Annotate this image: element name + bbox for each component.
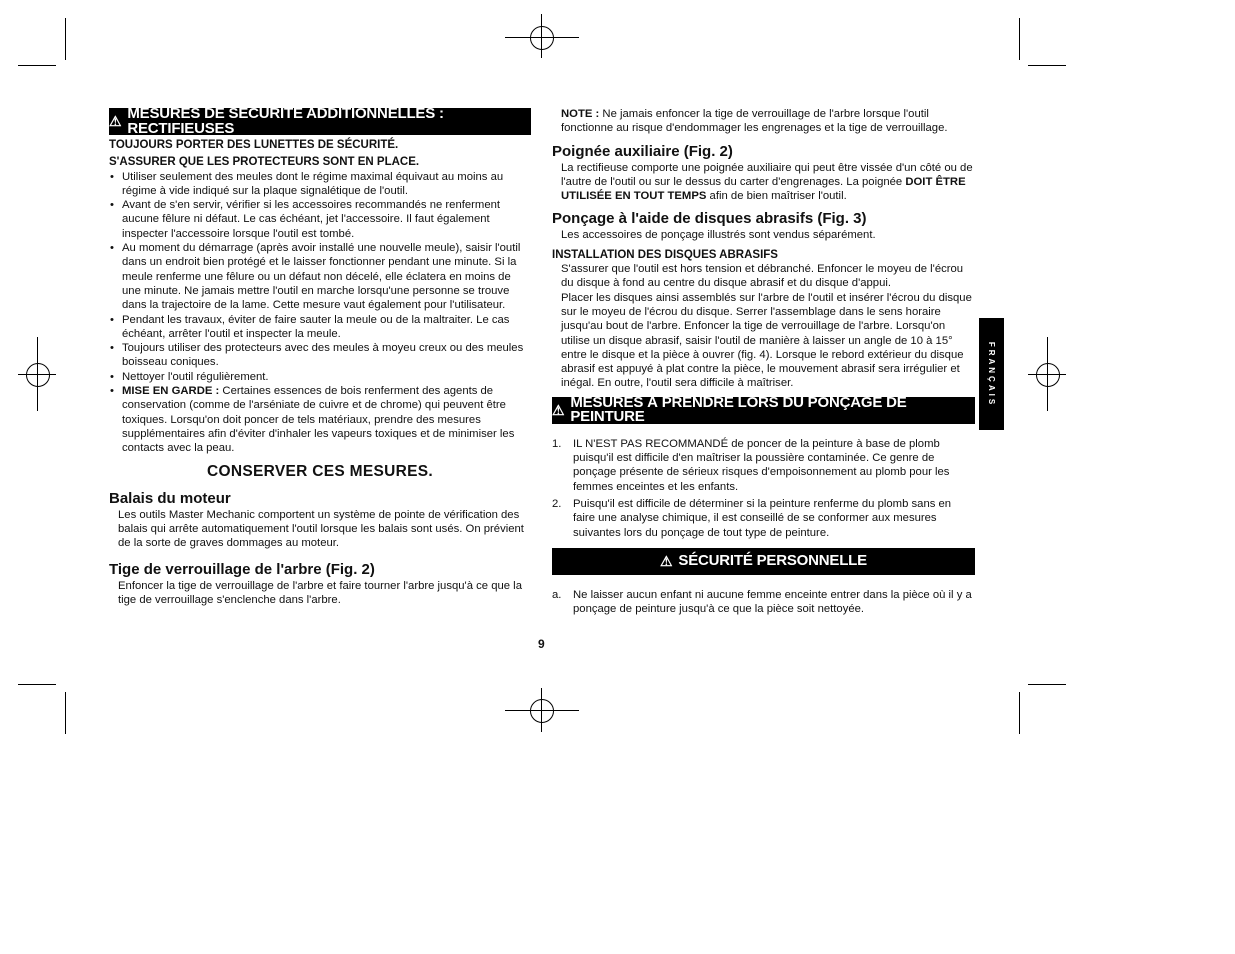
paragraph-text: La rectifieuse comporte une poignée auxiliaire qui peut être vissée d'un côté ou de l'autre de l'outil ou sur le dessus du carter d'engrenages. La poignée <box>561 161 973 188</box>
language-tab-label: FRANÇAIS <box>987 341 996 407</box>
paragraph: Les accessoires de ponçage illustrés sont vendus séparément. <box>561 229 876 242</box>
paragraph: S'assurer que l'outil est hors tension et débranché. Enfoncer le moyeu de l'écrou du disque à fond au centre du disque abrasif et du disque d'appui. <box>561 263 964 290</box>
item-text: IL N'EST PAS RECOMMANDÉ de poncer de la peinture à base de plomb puisqu'il est difficile d'en maîtriser la poussière contaminée. Ce genre de ponçage présente de sérieux risques d'empoisonnement au plomb pour les femmes enceintes et les enfants. <box>573 437 950 493</box>
paragraph: Placer les disques ainsi assemblés sur l'arbre de l'outil et insérer l'écrou du disque sur le moyeu de l'écrou du disque. Serrer l'assemblage dans le sens horaire jusqu'au bout de l'arbre. Enfoncer la tige de verrouillage de l'arbre. Lorsqu'on utilise un disque abrasif, saisir l'outil de manière à laisser un angle de 10 à 15° entre le disque et la pièce à ouvrer (fig. 4). Lorsque le rebord extérieur du disque abrasif est appuyé à plat contre la pièce, le mouvement abrasif sera irrégulier et inégal. En outre, l'outil sera difficile à maîtriser. <box>561 291 972 390</box>
language-tab <box>979 318 1004 430</box>
note-text: Ne jamais enfoncer la tige de verrouillage de l'arbre lorsque l'outil fonctionne au risque d'endommager les engrenages et la tige de verrouillage. <box>561 108 948 135</box>
list-item <box>109 384 531 455</box>
warning-triangle-icon: ⚠ <box>109 113 122 130</box>
crop-mark <box>18 684 56 685</box>
crop-mark <box>1028 65 1066 66</box>
list-item: • Nettoyer l'outil régulièrement. <box>109 370 531 384</box>
instruction-line: S'ASSURER QUE LES PROTECTEURS SONT EN PLACE. <box>109 156 420 169</box>
right-column <box>552 107 975 616</box>
list-item: • Pendant les travaux, éviter de faire sauter la meule ou de la maltraiter. Le cas échéant, arrêter l'outil et inspecter la meule. <box>109 313 531 342</box>
list-item: • Utiliser seulement des meules dont le régime maximal équivaut au moins au régime à vide indiqué sur la plaque signalétique de l'outil. <box>109 170 531 199</box>
crop-mark <box>65 692 66 734</box>
crop-mark <box>18 65 56 66</box>
section-heading: Ponçage à l'aide de disques abrasifs (Fig. 3) <box>552 210 867 228</box>
item-text: Ne laisser aucun enfant ni aucune femme enceinte entrer dans la pièce où il y a ponçage de peinture jusqu'à ce que la pièce soit nettoyée. <box>573 588 972 616</box>
item-number: 1. <box>552 437 562 450</box>
section-heading: Balais du moteur <box>109 489 231 507</box>
warning-triangle-icon: ⚠ <box>552 402 565 419</box>
crop-mark <box>1028 684 1066 685</box>
bullet-list <box>109 170 531 456</box>
section-banner <box>552 393 975 426</box>
section-banner <box>552 548 975 575</box>
lettered-list <box>552 588 975 617</box>
paragraph: Les outils Master Mechanic comportent un système de pointe de vérification des balais qui arrête automatiquement l'outil lorsque les balais sont usés. On prévient de la sorte de graves dommages au moteur. <box>118 508 524 550</box>
banner-title: MESURES À PRENDRE LORS DU PONÇAGE DE PEINTURE <box>570 393 907 426</box>
section-heading: Tige de verrouillage de l'arbre (Fig. 2) <box>109 560 375 578</box>
registration-mark <box>37 337 38 411</box>
banner-title: SÉCURITÉ PERSONNELLE <box>678 552 867 570</box>
list-item <box>552 497 975 540</box>
conserve-heading: CONSERVER CES MESURES. <box>207 462 433 480</box>
banner-title: MESURES DE SÉCURITÉ ADDITIONNELLES : RECTIFIEUSES <box>127 105 444 137</box>
list-item: • Toujours utiliser des protecteurs avec des meules à moyeu creux ou des meules boisseau coniques. <box>109 341 531 370</box>
item-text: Puisqu'il est difficile de déterminer si la peinture renferme du plomb sans en faire une analyse chimique, il est conseillé de se conformer aux mesures suivantes lors du ponçage de tout type de peinture. <box>573 497 952 539</box>
numbered-list <box>552 437 975 540</box>
subheading: INSTALLATION DES DISQUES ABRASIFS <box>552 248 778 261</box>
instruction-line: TOUJOURS PORTER DES LUNETTES DE SÉCURITÉ. <box>109 139 399 151</box>
crop-mark <box>1019 18 1020 60</box>
registration-mark <box>541 14 542 58</box>
warning-triangle-icon: ⚠ <box>660 553 673 570</box>
registration-mark <box>530 26 554 50</box>
registration-mark <box>505 37 579 38</box>
warning-label: MISE EN GARDE : <box>122 385 220 398</box>
crop-mark <box>1019 692 1020 734</box>
paragraph-text: afin de bien maîtriser l'outil. <box>706 190 847 203</box>
note-paragraph <box>552 107 975 136</box>
page-number: 9 <box>538 637 545 651</box>
list-item: • Avant de s'en servir, vérifier si les accessoires recommandés ne renferment aucune fêlure ni défaut. Le cas échéant, jet l'accessoire. Il faut également inspecter l'accessoire lorsque l'outil est tombé. <box>109 198 531 241</box>
note-label: NOTE : <box>561 108 600 120</box>
item-letter: a. <box>552 588 562 601</box>
left-column <box>109 105 531 607</box>
warning-text: Certaines essences de bois renferment des agents de conservation (comme de l'arséniate de cuivre et de chrome) qui peuvent être toxiques. Lorsqu'on doit poncer de tels matériaux, prendre des mesures supplémentaires afin d'éviter d'inhaler les vapeurs toxiques et de minimiser les contacts avec la peau. <box>122 385 515 455</box>
registration-mark <box>541 688 542 732</box>
paragraph-bold: DOIT ÊTRE UTILISÉE EN TOUT TEMPS <box>561 175 966 203</box>
list-item <box>552 588 975 617</box>
section-banner <box>109 105 531 137</box>
registration-mark <box>26 363 50 387</box>
section-heading: Poignée auxiliaire (Fig. 2) <box>552 142 733 160</box>
paragraph <box>552 161 975 204</box>
registration-mark <box>530 699 554 723</box>
list-item <box>552 437 975 494</box>
registration-mark <box>1036 363 1060 387</box>
list-item: • Au moment du démarrage (après avoir installé une nouvelle meule), saisir l'outil dans un endroit bien protégé et le laisser fonctionner pendant une minute. Si la meule renferme une fêlure ou un défaut non décelé, elle éclatera en moins de une minute. Ne jamais mettre l'outil en marche lorsqu'une personne se trouve dans la trajectoire de la lame. Cette mesure vaut également pour l'utilisateur. <box>109 241 531 312</box>
registration-mark <box>1047 337 1048 411</box>
crop-mark <box>65 18 66 60</box>
item-number: 2. <box>552 497 562 510</box>
paragraph: Enfoncer la tige de verrouillage de l'arbre et faire tourner l'arbre jusqu'à ce que la tige de verrouillage s'enclenche dans l'arbre. <box>118 579 522 607</box>
registration-mark <box>505 710 579 711</box>
